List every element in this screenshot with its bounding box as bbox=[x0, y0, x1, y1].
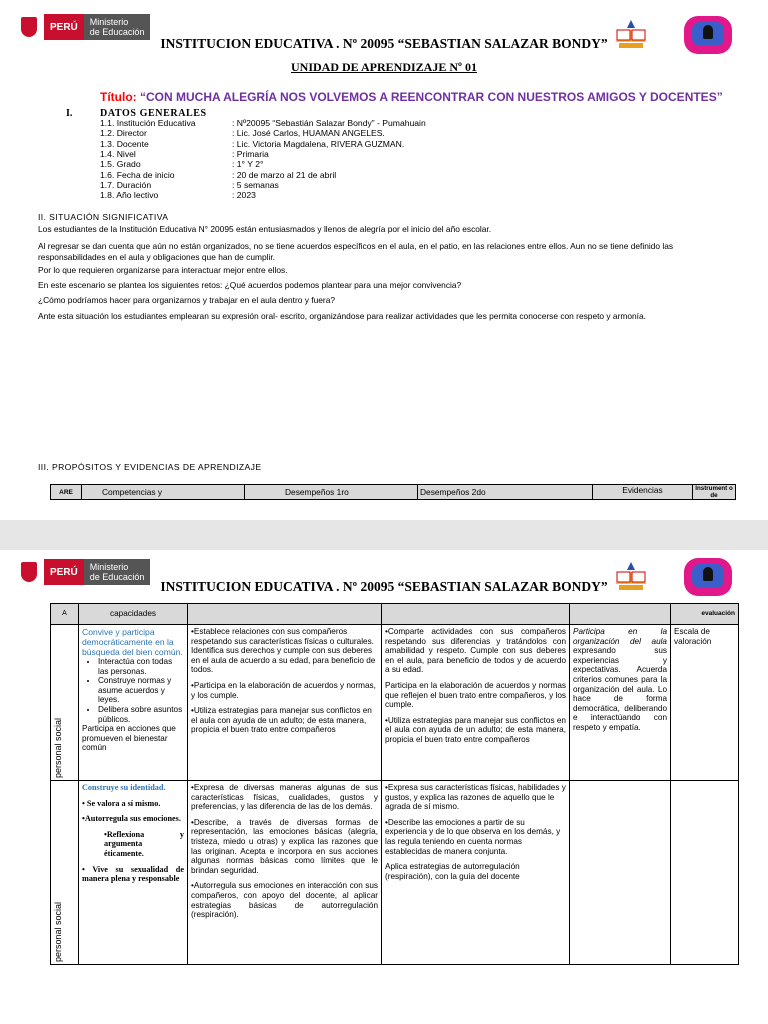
general-data-heading: DATOS GENERALES bbox=[100, 108, 207, 119]
ministry-name: Ministerio de Educación bbox=[84, 14, 151, 40]
situation-paragraph: Los estudiantes de la Institución Educativa N° 20095 están entusiasmados y llenos de alegría por el inicio del año escolar. bbox=[38, 224, 492, 234]
unit-theme: Título: “CON MUCHA ALEGRÍA NOS VOLVEMOS A REENCONTRAR CON NUESTROS AMIGOS Y DOCENTES” bbox=[100, 90, 723, 104]
situation-paragraph: ¿Cómo podríamos hacer para organizarnos y trabajar en el aula dentro y fuera? bbox=[38, 295, 336, 305]
situation-heading: II. SITUACIÓN SIGNIFICATIVA bbox=[38, 212, 169, 222]
header-desempenos-2 bbox=[382, 604, 570, 625]
general-data-label: 1.7. Duración bbox=[100, 179, 152, 190]
general-data-label: 1.5. Grado bbox=[100, 159, 141, 170]
general-data-value: : 20 de marzo al 21 de abril bbox=[232, 169, 337, 180]
performance-2nd-cell: •Expresa sus características físicas, habilidades y gustos, y explica las razones de aquello que le agrada de sí mismo. •Describe las emociones a partir de su experiencia y de lo que observa en los demás, y las regula teniendo en cuenta normas establecidas de manera conjunta. Aplica estrategias de autorregulación (respiración), con la guía del docente bbox=[382, 781, 570, 965]
evidence-cell: Participa en la organización del aula expresando sus experiencias y expectativas. Acuerda criterios comunes para la organización del aula. Lo hace de forma democrática, deliberando e interactúando con respeto y empatía. bbox=[570, 625, 671, 781]
instrument-cell: Escala de valoración bbox=[671, 625, 739, 781]
instrument-cell bbox=[671, 781, 739, 965]
table-header-row bbox=[51, 604, 739, 625]
school-badge-icon bbox=[684, 558, 732, 596]
general-data-label: 1.3. Docente bbox=[100, 138, 149, 149]
table-row bbox=[51, 625, 739, 781]
header-evidencias bbox=[570, 604, 671, 625]
peru-label: PERÚ bbox=[44, 14, 84, 40]
col-desempenos-2do: Desempeños 2do bbox=[418, 485, 593, 500]
situation-paragraph: En este escenario se plantea los siguientes retos: ¿Qué acuerdos podemos plantear para una mejor convivencia? bbox=[38, 280, 462, 290]
competency-cell: Construye su identidad. • Se valora a sí mismo. •Autorregula sus emociones. •Reflexiona y argumenta éticamente. • Vive su sexualidad de manera plena y responsable bbox=[79, 781, 188, 965]
general-data-value: : Lic. José Carlos, HUAMAN ANGELES. bbox=[232, 128, 385, 139]
school-title: INSTITUCION EDUCATIVA . Nº 20095 “SEBASTIAN SALAZAR BONDY” bbox=[160, 36, 608, 51]
situation-paragraph: Ante esta situación los estudiantes emplearan su expresión oral- escrito, organizándose para realizar actividades que les permita conocerse con respeto y armonía. bbox=[38, 311, 646, 321]
school-title: INSTITUCION EDUCATIVA . Nº 20095 “SEBASTIAN SALAZAR BONDY” bbox=[160, 579, 608, 594]
competency-cell: Convive y participa democráticamente en la búsqueda del bien común. • Interactúa con todas las personas. • Construye normas y asume acuerdos y leyes. • Delibera sobre asuntos públicos. Participa en acciones que promueven el bienestar común bbox=[79, 625, 188, 781]
header-desempenos-1 bbox=[188, 604, 382, 625]
col-desempenos-1ro: Desempeños 1ro bbox=[245, 485, 418, 500]
school-badge-icon bbox=[684, 16, 732, 54]
purposes-heading: III. PROPÓSITOS Y EVIDENCIAS DE APRENDIZAJE bbox=[38, 462, 262, 472]
general-data-value: : Nº20095 “Sebastián Salazar Bondy” - Pumahuain bbox=[232, 118, 426, 128]
col-evidencias: Evidencias bbox=[593, 485, 693, 500]
area-cell: personal social bbox=[51, 781, 79, 965]
general-data-label: 1.1. Institución Educativa bbox=[100, 118, 196, 128]
performance-1st-cell: •Establece relaciones con sus compañeros respetando sus características físicas o culturales. Identifica sus derechos y cumple con sus deberes en el aula de acuerdo a su edad, para beneficio de todos. •Participa en la elaboración de acuerdos y normas, y los cumple. •Utiliza estrategias para manejar sus conflictos en el aula con ayuda de un adulto; de esta manera, propicia el buen trato entre compañeros bbox=[188, 625, 382, 781]
general-data-value: : 5 semanas bbox=[232, 179, 279, 190]
table-row bbox=[51, 781, 739, 965]
ministry-name: Ministerio de Educación bbox=[84, 559, 151, 585]
evidence-cell bbox=[570, 781, 671, 965]
page-gap bbox=[0, 520, 768, 550]
header-capacidades: capacidades bbox=[79, 604, 188, 625]
col-instrumento: Instrument o de bbox=[693, 485, 736, 500]
situation-paragraph: Al regresar se dan cuenta que aún no están organizados, no se tiene acuerdos específicos en el aula, en el patio, en las relaciones entre ellos. Aun no se tiene definido las responsabilidades en el aula y obligaciones que han de cumplir. bbox=[38, 241, 674, 262]
area-cell: personal social bbox=[51, 625, 79, 781]
list-item: • Interactúa con todas las personas. bbox=[98, 657, 184, 676]
header-area: A bbox=[51, 604, 79, 625]
performance-1st-cell: •Expresa de diversas maneras algunas de sus características físicas, cualidades, gustos y preferencias, y las diferencia de las de los demás. •Describe, a través de diversas formas de representación, las emociones básicas (alegría, tristeza, miedo u otras) y explica las razones que las originan. Acepta e incorpora en sus acciones algunas normas básicas como límites que le brindan seguridad. •Autorregula sus emociones en interacción con sus compañeros, con apoyo del docente, al aplicar estrategias básicas de autorregulación (respiración). bbox=[188, 781, 382, 965]
general-data-label: 1.8. Año lectivo bbox=[100, 190, 159, 201]
unit-title: UNIDAD DE APRENDIZAJE Nº 01 bbox=[291, 60, 477, 74]
section-number: I. bbox=[66, 108, 73, 119]
general-data-value: : 2023 bbox=[232, 190, 256, 201]
competencies-table bbox=[50, 603, 739, 965]
list-item: • Delibera sobre asuntos públicos. bbox=[98, 705, 184, 724]
general-data-label: 1.2. Director bbox=[100, 128, 147, 139]
col-competencias: Competencias y bbox=[82, 485, 245, 500]
capacity-list bbox=[82, 657, 184, 724]
school-emblem-icon bbox=[613, 558, 649, 594]
header-evaluacion: evaluación bbox=[671, 604, 739, 625]
list-item: • Construye normas y asume acuerdos y leyes. bbox=[98, 676, 184, 705]
general-data-label: 1.6. Fecha de inicio bbox=[100, 169, 175, 180]
general-data-value: : Lic. Victoria Magdalena, RIVERA GUZMAN. bbox=[232, 138, 405, 149]
purposes-header-table bbox=[50, 484, 736, 500]
peru-label: PERÚ bbox=[44, 559, 84, 585]
general-data-value: : Primaria bbox=[232, 148, 269, 159]
school-emblem-icon bbox=[613, 16, 649, 52]
general-data-value: : 1° Y 2° bbox=[232, 159, 264, 170]
col-area: ARE bbox=[51, 485, 82, 500]
situation-paragraph: Por lo que requieren organizarse para interactuar mejor entre ellos. bbox=[38, 265, 288, 275]
general-data-label: 1.4. Nivel bbox=[100, 148, 136, 159]
performance-2nd-cell: •Comparte actividades con sus compañeros respetando sus diferencias y tratándolos con amabilidad y respeto. Cumple con sus deberes en el aula, para beneficio de todos y de acuerdo a su edad. Participa en la elaboración de acuerdos y normas que reflejen el buen trato entre compañeros, y los cumple. •Utiliza estrategias para manejar sus conflictos en el aula con ayuda de un adulto; de esta manera, propicia el buen trato entre compañeros bbox=[382, 625, 570, 781]
